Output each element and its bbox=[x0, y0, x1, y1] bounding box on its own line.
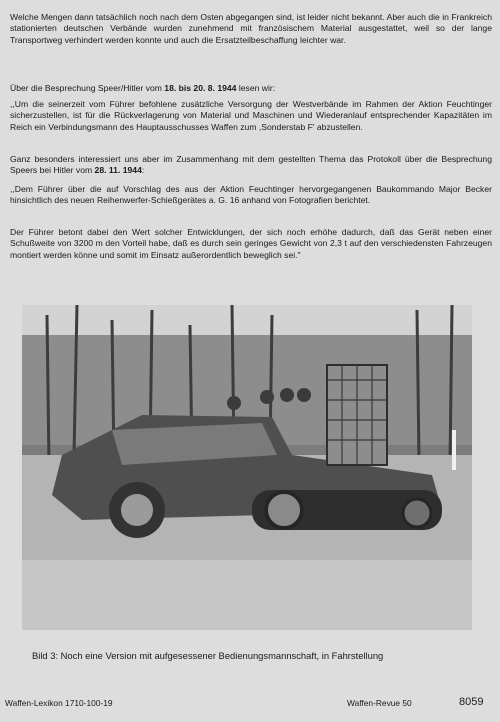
paragraph-text: : bbox=[141, 165, 145, 176]
paragraph-quote-fuehrer-report: ,,Dem Führer über die auf Vorschlag des aus der Aktion Feuchtinger hervorgegangenen Baukommando Major Becker hinsichtlich des neuen Reihenwerfer-Schießgerätes a. G. 16 anhand von Fotografien berichtet. bbox=[10, 184, 492, 206]
paragraph-text: Ganz besonders interessiert uns aber im Zusammenhang mit dem gestellten Thema das Protokoll über die Besprechung Speers bei Hitler vom bbox=[10, 154, 492, 176]
photo-foreground-grass bbox=[22, 560, 472, 630]
paragraph-quote-fuehrer-emphasis: Der Führer betont dabei den Wert solcher Entwicklungen, der sich noch erhöhe dadurch, daß das Gerät neben einer Schußweite von 3200 m den Vorteil habe, daß es durch sein geringes Gewicht von 2,3 t auf den verschiedensten Fahrzeugen montiert werden könne und somit im Einsatz außerordentlich beweglich sei." bbox=[10, 227, 492, 260]
vehicle-photo bbox=[22, 305, 472, 630]
photo-caption: Bild 3: Noch eine Version mit aufgesessener Bedienungsmannschaft, in Fahrstellung bbox=[32, 650, 384, 661]
footer-lexicon-ref: Waffen-Lexikon 1710-100-19 bbox=[5, 698, 113, 708]
paragraph-quote-westverbaende: ,,Um die seinerzeit vom Führer befohlene zusätzliche Versorgung der Westverbände im Rahmen der Aktion Feuchtinger sicherzustellen, ist für die Rückverlagerung von Material und Maschinen und Wiederanlauf entsprechender Kapazitäten im Reich ein Verbindungsmann des Hauptausschusses Waffen zum ,Sonderstab F' abzustellen. bbox=[10, 99, 492, 132]
meeting-date: 28. 11. 1944 bbox=[94, 165, 142, 176]
footer-magazine-issue: Waffen-Revue 50 bbox=[347, 698, 412, 708]
paragraph-protocol-intro bbox=[10, 154, 492, 177]
paragraph-intro: Welche Mengen dann tatsächlich noch nach dem Osten abgegangen sind, ist leider nicht bekannt. Aber auch die in Frankreich stationierten deutschen Verbände wurden zunehmend mit französischem Material ausgestattet, weil so der lange Transportweg verhindert werden konnte und auch die Ersatzteilbeschaffung leichter war. bbox=[10, 12, 492, 45]
paragraph-text: lesen wir: bbox=[236, 83, 276, 93]
paragraph-text: Über die Besprechung Speer/Hitler vom bbox=[10, 83, 165, 93]
page-number: 8059 bbox=[459, 696, 484, 708]
paragraph-speer-hitler-intro bbox=[10, 83, 492, 94]
photo-fence-post bbox=[452, 430, 456, 470]
meeting-dates: 18. bis 20. 8. 1944 bbox=[164, 83, 237, 93]
